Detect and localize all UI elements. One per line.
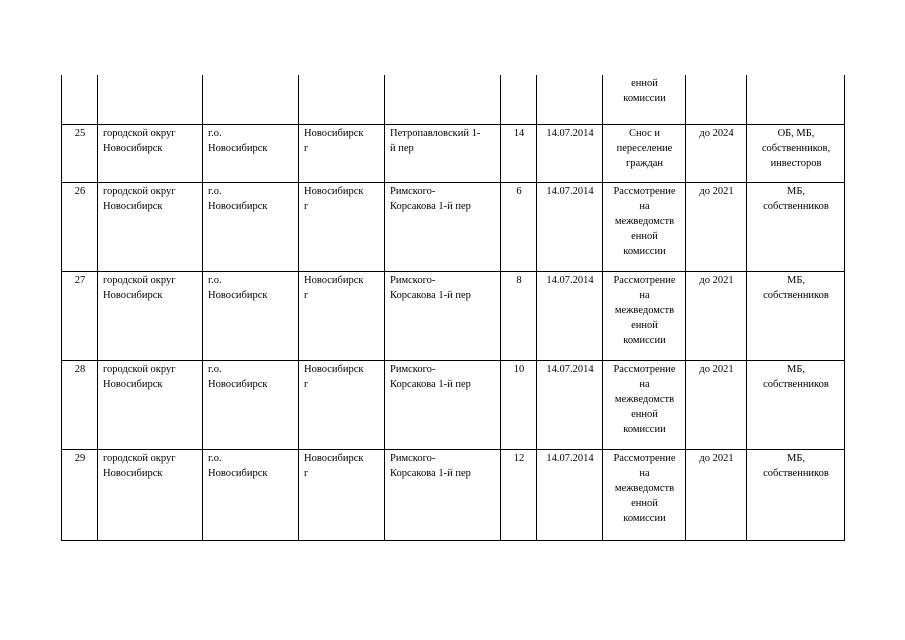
text-line: собственников — [763, 467, 829, 479]
cell-municipality — [98, 124, 203, 182]
cell-num: 25 — [62, 124, 98, 182]
cell-decision — [603, 271, 686, 360]
text-line: МБ, — [787, 452, 805, 464]
cell-locality — [299, 449, 385, 540]
text-line: г — [304, 289, 309, 301]
cell-decision — [603, 124, 686, 182]
cell-deadline: до 2021 — [686, 182, 747, 271]
cell-locality — [299, 182, 385, 271]
cell-decision — [603, 449, 686, 540]
cell-deadline: до 2021 — [686, 271, 747, 360]
text-line: комиссии — [623, 423, 666, 435]
cell-street — [385, 182, 501, 271]
text-line: енной — [631, 497, 658, 509]
text-line: енной — [631, 408, 658, 420]
cell-house: 8 — [501, 271, 537, 360]
text-line: на — [639, 200, 650, 212]
cell-locality — [299, 271, 385, 360]
text-line: Римского- — [390, 274, 436, 286]
text-line: г.о. — [208, 185, 222, 197]
cell-date: 14.07.2014 — [537, 124, 603, 182]
text-line: МБ, — [787, 185, 805, 197]
text-line: межведомств — [614, 215, 675, 227]
cell-date: 14.07.2014 — [537, 360, 603, 449]
text-line: Новосибирск — [304, 274, 364, 286]
text-line: г — [304, 467, 309, 479]
text-line: городской округ — [103, 363, 176, 375]
text-line: на — [639, 378, 650, 390]
cell-settlement — [203, 124, 299, 182]
cell-deadline: до 2024 — [686, 124, 747, 182]
text-line: Новосибирск — [103, 142, 163, 154]
cell-street — [385, 271, 501, 360]
text-line: на — [639, 467, 650, 479]
text-line: Новосибирск — [103, 467, 163, 479]
text-line: енной — [631, 319, 658, 331]
text-line: Рассмотрение — [613, 363, 676, 375]
text-line: собственников — [763, 289, 829, 301]
text-line: комиссии — [623, 512, 666, 524]
cell-date: 14.07.2014 — [537, 271, 603, 360]
text-line: Новосибирск — [103, 200, 163, 212]
cell-house: 14 — [501, 124, 537, 182]
text-line: Рассмотрение — [613, 274, 676, 286]
cell-street — [385, 124, 501, 182]
table-row — [62, 449, 845, 540]
cell-deadline — [686, 75, 747, 124]
text-line: межведомств — [614, 304, 675, 316]
text-line: инвесторов — [770, 157, 822, 169]
text-line: г — [304, 200, 309, 212]
cell-decision — [603, 75, 686, 124]
table-row — [62, 124, 845, 182]
text-line: Новосибирск — [304, 363, 364, 375]
text-line: межведомств — [614, 393, 675, 405]
cell-funding — [747, 124, 845, 182]
text-line: межведомств — [614, 482, 675, 494]
text-line: МБ, — [787, 274, 805, 286]
cell-locality — [299, 360, 385, 449]
text-line: Новосибирск — [208, 378, 268, 390]
cell-settlement — [203, 449, 299, 540]
text-line: Петропавловский 1- — [390, 127, 481, 139]
cell-house — [501, 75, 537, 124]
table-row-continued — [62, 75, 845, 124]
text-line: комиссии — [623, 245, 666, 257]
text-line: городской округ — [103, 452, 176, 464]
table-row — [62, 271, 845, 360]
text-line: на — [639, 289, 650, 301]
text-line: Рассмотрение — [613, 452, 676, 464]
decision-line: енной — [631, 78, 658, 89]
cell-date: 14.07.2014 — [537, 449, 603, 540]
text-line: Римского- — [390, 185, 436, 197]
cell-num: 29 — [62, 449, 98, 540]
cell-num: 28 — [62, 360, 98, 449]
text-line: Новосибирск — [304, 452, 364, 464]
cell-funding — [747, 182, 845, 271]
cell-street — [385, 449, 501, 540]
text-line: Новосибирск — [103, 289, 163, 301]
cell-decision — [603, 182, 686, 271]
text-line: г — [304, 378, 309, 390]
text-line: городской округ — [103, 185, 176, 197]
cell-municipality — [98, 271, 203, 360]
text-line: Новосибирск — [208, 289, 268, 301]
text-line: Новосибирск — [208, 142, 268, 154]
cell-locality — [299, 75, 385, 124]
text-line: городской округ — [103, 127, 176, 139]
text-line: Новосибирск — [208, 200, 268, 212]
text-line: Римского- — [390, 363, 436, 375]
text-line: переселение — [616, 142, 673, 154]
text-line: енной — [631, 230, 658, 242]
text-line: Корсакова 1-й пер — [390, 378, 471, 390]
cell-funding — [747, 360, 845, 449]
cell-deadline: до 2021 — [686, 449, 747, 540]
text-line: г.о. — [208, 452, 222, 464]
cell-settlement — [203, 182, 299, 271]
text-line: й пер — [390, 142, 414, 154]
cell-date: 14.07.2014 — [537, 182, 603, 271]
text-line: городской округ — [103, 274, 176, 286]
text-line: г.о. — [208, 274, 222, 286]
decision-line: комиссии — [623, 93, 666, 104]
text-line: Новосибирск — [304, 127, 364, 139]
text-line: Новосибирск — [103, 378, 163, 390]
cell-num — [62, 75, 98, 124]
text-line: комиссии — [623, 334, 666, 346]
text-line: Корсакова 1-й пер — [390, 467, 471, 479]
cell-street — [385, 360, 501, 449]
cell-municipality — [98, 449, 203, 540]
text-line: собственников — [763, 200, 829, 212]
cell-settlement — [203, 75, 299, 124]
text-line: Рассмотрение — [613, 185, 676, 197]
cell-house: 12 — [501, 449, 537, 540]
cell-house: 10 — [501, 360, 537, 449]
text-line: МБ, — [787, 363, 805, 375]
cell-municipality — [98, 360, 203, 449]
text-line: ОБ, МБ, — [777, 127, 815, 139]
cell-locality — [299, 124, 385, 182]
text-line: собственников, — [761, 142, 831, 154]
cell-funding — [747, 449, 845, 540]
text-line: г — [304, 142, 309, 154]
cell-funding — [747, 75, 845, 124]
cell-settlement — [203, 271, 299, 360]
text-line: Новосибирск — [208, 467, 268, 479]
table-row — [62, 182, 845, 271]
cell-date — [537, 75, 603, 124]
text-line: собственников — [763, 378, 829, 390]
cell-funding — [747, 271, 845, 360]
text-line: Снос и — [628, 127, 661, 139]
cell-street — [385, 75, 501, 124]
text-line: Корсакова 1-й пер — [390, 289, 471, 301]
cell-municipality — [98, 75, 203, 124]
text-line: Римского- — [390, 452, 436, 464]
text-line: граждан — [625, 157, 664, 169]
table-row — [62, 360, 845, 449]
cell-settlement — [203, 360, 299, 449]
cell-num: 27 — [62, 271, 98, 360]
cell-decision — [603, 360, 686, 449]
cell-house: 6 — [501, 182, 537, 271]
cell-deadline: до 2021 — [686, 360, 747, 449]
text-line: г.о. — [208, 363, 222, 375]
housing-table — [61, 75, 845, 541]
text-line: г.о. — [208, 127, 222, 139]
cell-num: 26 — [62, 182, 98, 271]
cell-municipality — [98, 182, 203, 271]
text-line: Корсакова 1-й пер — [390, 200, 471, 212]
text-line: Новосибирск — [304, 185, 364, 197]
